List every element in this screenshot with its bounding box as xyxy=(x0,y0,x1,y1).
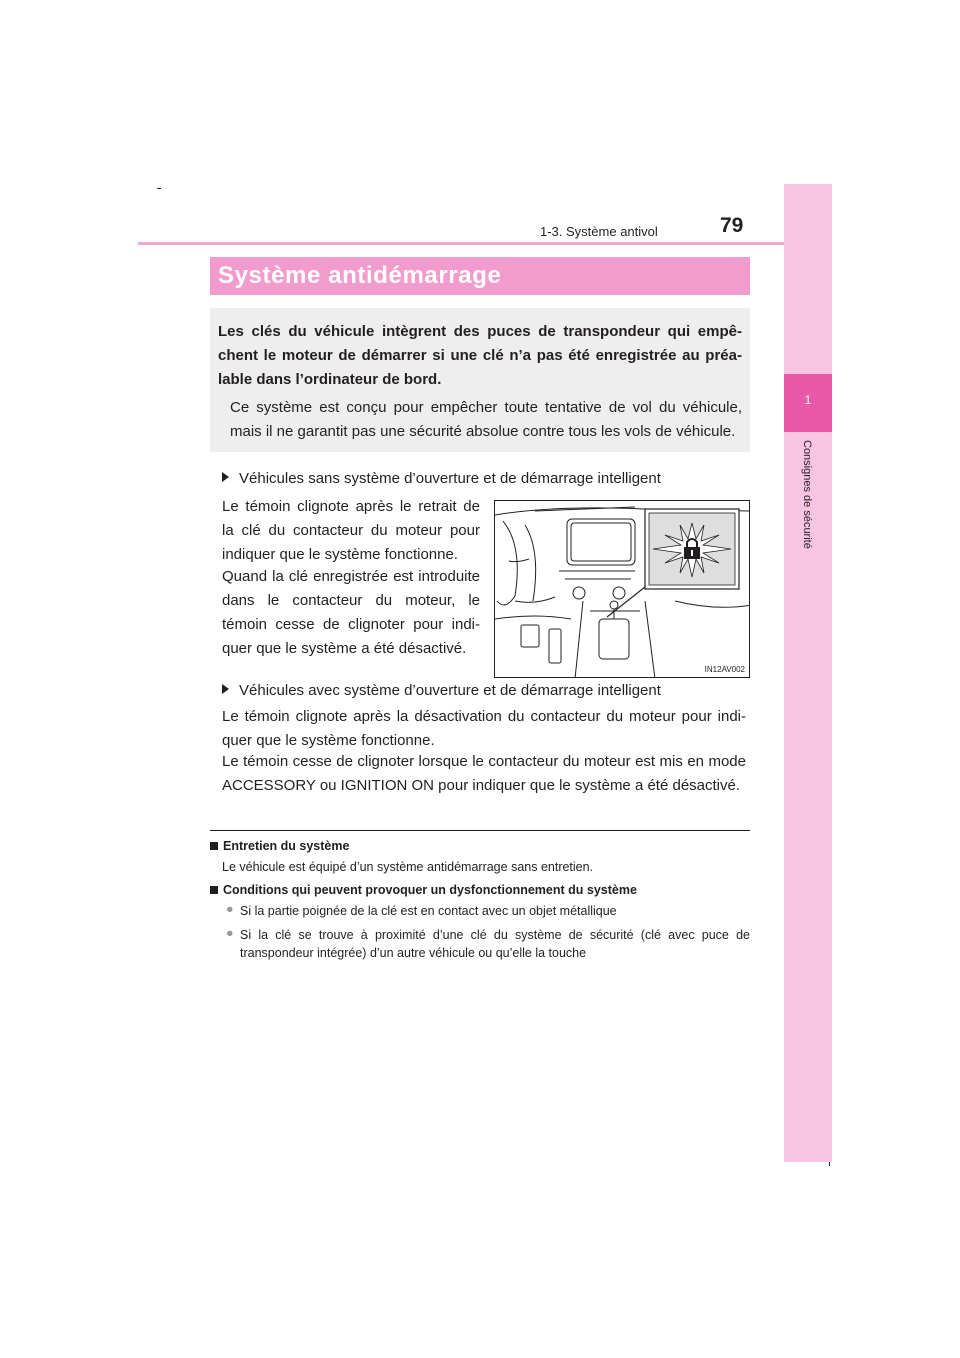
header-rule xyxy=(138,242,830,245)
title-banner xyxy=(210,257,750,295)
note-text-maintenance: Le véhicule est équipé d’un système antidémarrage sans entretien. xyxy=(222,860,594,874)
square-bullet-icon xyxy=(210,886,218,894)
note-heading-maintenance-text: Entretien du système xyxy=(223,839,350,853)
square-bullet-icon xyxy=(210,842,218,850)
section2-paragraph-1: Le témoin clignote après la désactivation du contacteur du moteur pour indiquer que le système fonctionne. xyxy=(222,708,746,749)
intro-bold-text: Les clés du véhicule intègrent des puces de transpondeur qui empêchent le moteur de démarrer si une clé n’a pas été enregistrée au préalable dans l’ordinateur de bord. xyxy=(218,323,742,388)
note-heading-maintenance xyxy=(210,839,349,853)
circle-bullet-icon: ● xyxy=(226,902,234,916)
chapter-side-tab[interactable] xyxy=(784,184,832,1162)
illustration-code: IN12AV002 xyxy=(704,665,745,674)
intro-box xyxy=(210,308,750,452)
notes-divider xyxy=(210,830,750,831)
chapter-title: Consignes de sécurité xyxy=(801,440,813,549)
triangle-bullet-icon xyxy=(222,472,229,482)
section2-heading-text: Véhicules avec système d’ouverture et de démarrage intelligent xyxy=(239,682,661,699)
section1-heading-text: Véhicules sans système d’ouverture et de démarrage intelligent xyxy=(239,470,661,487)
section2-heading xyxy=(222,682,661,700)
section1-paragraph-1: Le témoin clignote après le retrait de la clé du contacteur du moteur pour indiquer que le système fonctionne. xyxy=(222,498,480,563)
dashboard-drawing xyxy=(495,501,750,678)
section1-heading xyxy=(222,470,661,488)
crop-mark xyxy=(157,188,161,189)
note-heading-conditions-text: Conditions qui peuvent provoquer un dysfonctionnement du système xyxy=(223,883,637,897)
triangle-bullet-icon xyxy=(222,684,229,694)
note-condition-item: Si la clé se trouve à proximité d’une clé du système de sécurité (clé avec puce de transpondeur intégrée) d’un autre véhicule ou qu’elle la touche xyxy=(240,928,750,960)
section1-paragraph-2: Quand la clé enregistrée est introduite dans le contacteur du moteur, le témoin cesse de clignoter pour indiquer que le système a été désactivé. xyxy=(222,568,480,657)
page-title: Système antidémarrage xyxy=(218,262,502,289)
intro-text: Ce système est conçu pour empêcher toute tentative de vol du véhicule, mais il ne garantit pas une sécurité absolue contre tous les vols de véhicule. xyxy=(230,399,742,440)
chapter-number: 1 xyxy=(804,393,812,407)
page-number: 79 xyxy=(720,214,744,237)
note-condition-item: Si la partie poignée de la clé est en contact avec un objet métallique xyxy=(240,904,617,918)
dashboard-illustration xyxy=(494,500,750,678)
note-heading-conditions xyxy=(210,883,637,897)
circle-bullet-icon: ● xyxy=(226,926,234,940)
section2-paragraph-2: Le témoin cesse de clignoter lorsque le contacteur du moteur est mis en mode ACCESSORY ou IGNITION ON pour indiquer que le système a été désactivé. xyxy=(222,753,746,794)
section-label: 1-3. Système antivol xyxy=(540,224,658,239)
